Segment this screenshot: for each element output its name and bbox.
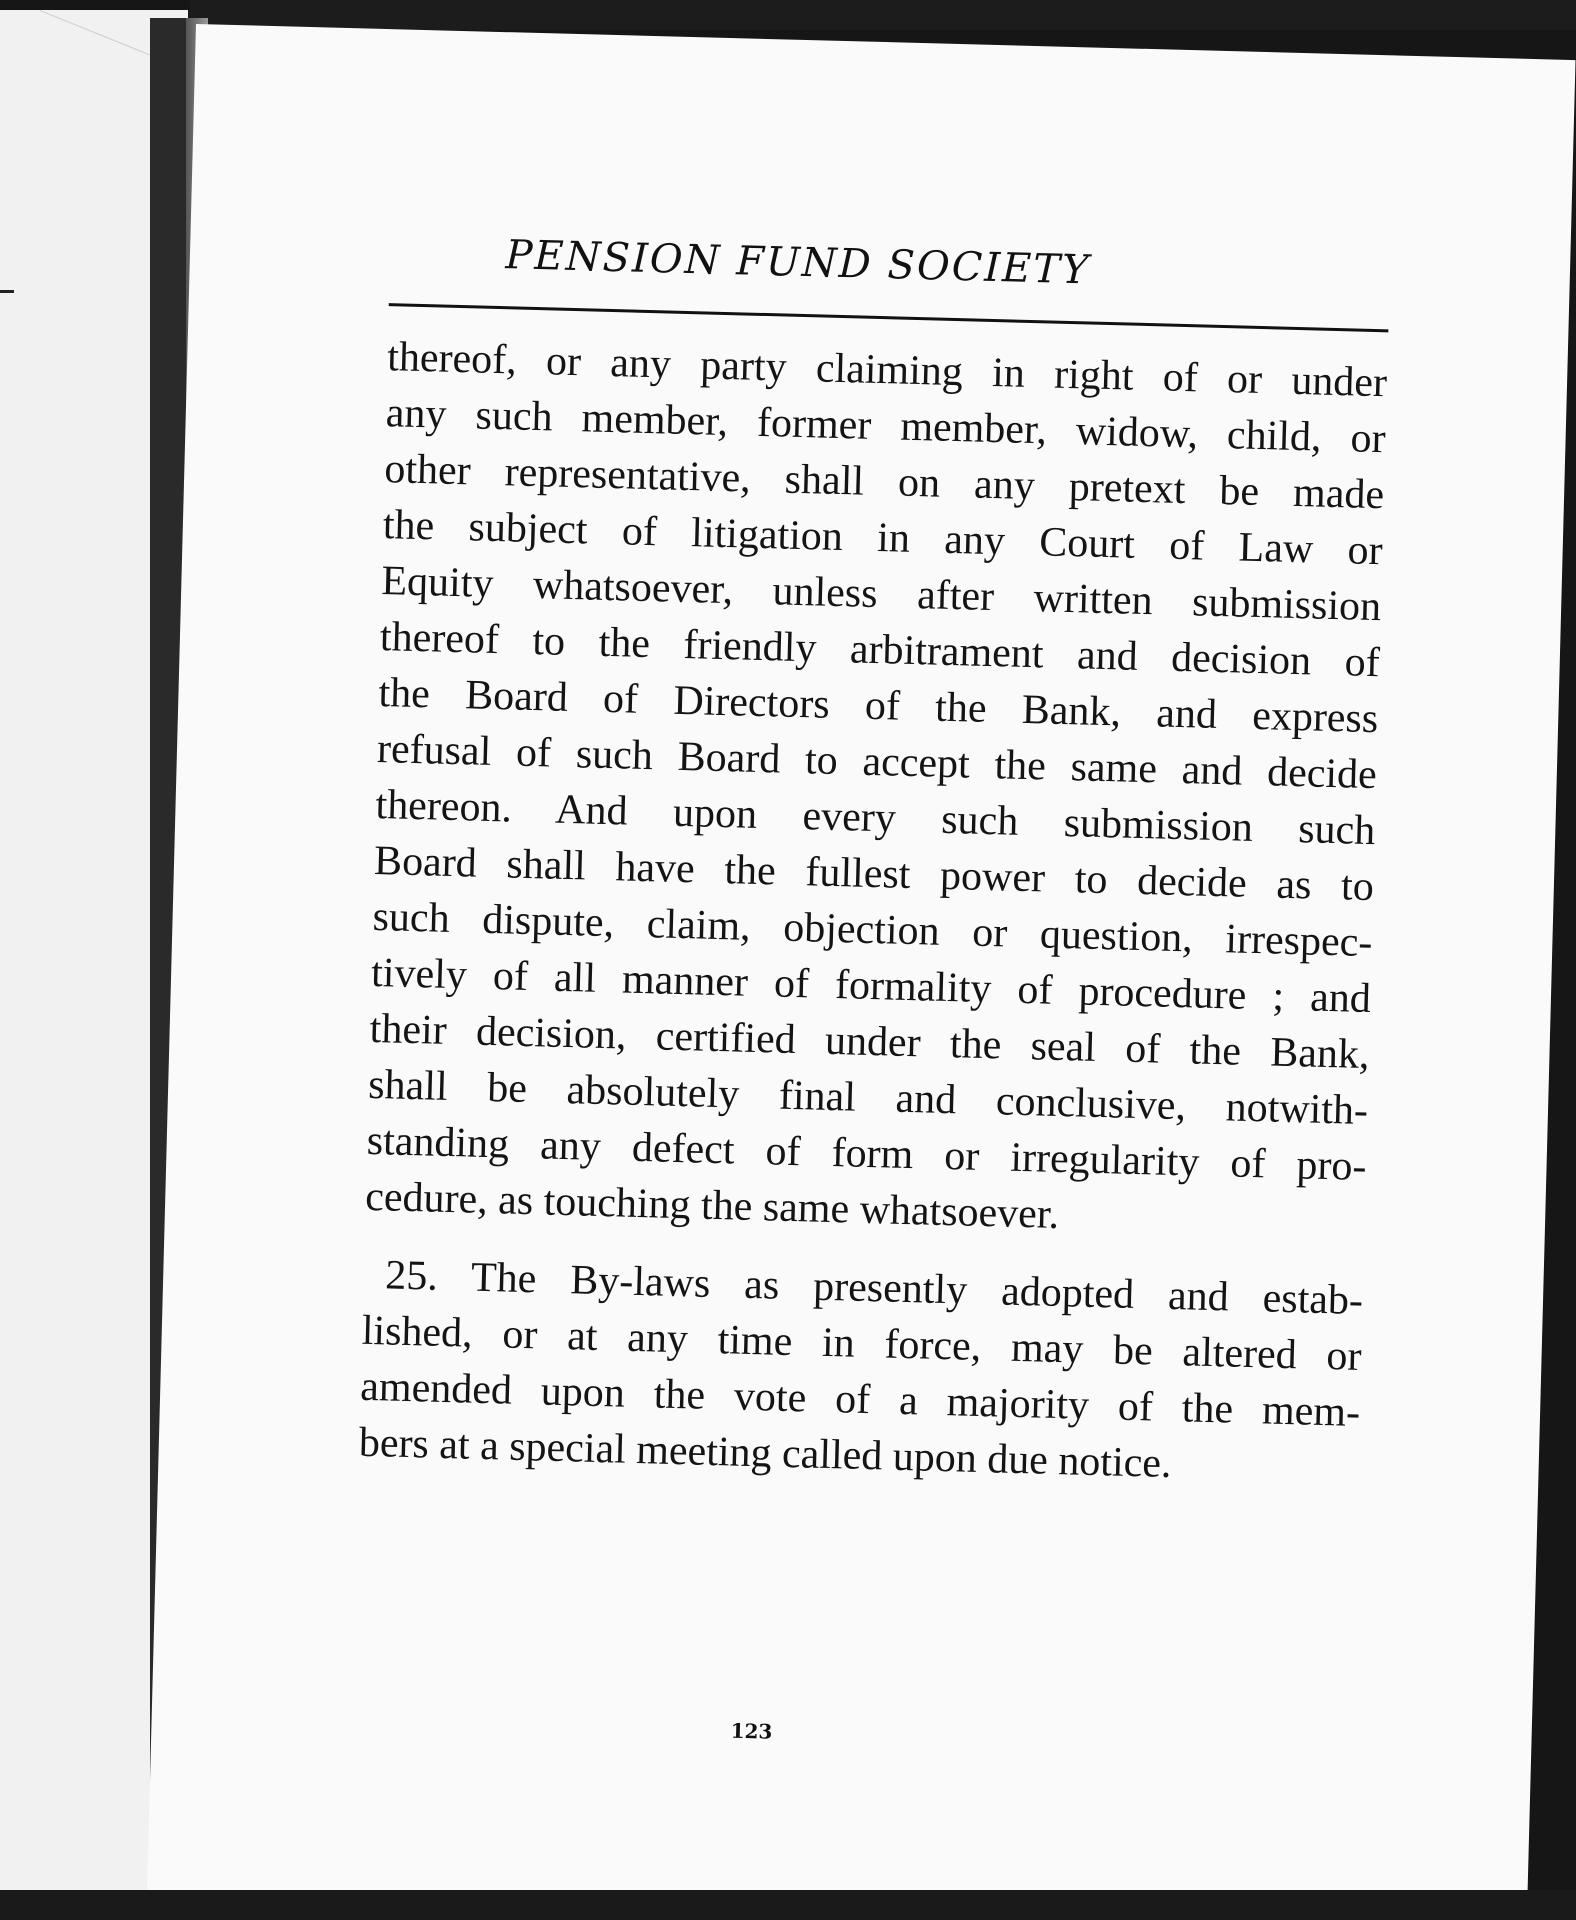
text-line: 25. The By-laws as presently adopted and estab- — [384, 1252, 1364, 1324]
text-line: the subject of litigation in any Court of Law or — [382, 502, 1384, 575]
scan-bottom-edge — [0, 1890, 1576, 1920]
text-line: Board shall have the fullest power to decide as to — [373, 837, 1375, 911]
scan-top-edge — [190, 0, 1576, 30]
text-line: their decision, certified under the seal of the Bank, — [369, 1005, 1371, 1079]
text-line: Equity whatsoever, unless after written submission — [380, 558, 1382, 631]
page-body — [358, 329, 1388, 1497]
running-head: PENSION FUND SOCIETY — [504, 232, 1091, 294]
paragraph-continued — [365, 329, 1388, 1251]
text-line: refusal of such Board to accept the same and decide — [376, 725, 1378, 799]
text-line: shall be absolutely final and conclusive, notwith- — [367, 1061, 1369, 1135]
text-line: other representative, shall on any pretext be made — [383, 446, 1385, 519]
paragraph-section-25 — [358, 1247, 1364, 1497]
text-line: lished, or at any time in force, may be altered or — [361, 1307, 1363, 1380]
text-line: thereon. And upon every such submission such — [375, 781, 1376, 855]
page-number: 123 — [730, 1718, 773, 1744]
text-line: standing any defect of form or irregularity of pro- — [366, 1117, 1368, 1191]
text-line: the Board of Directors of the Bank, and express — [377, 670, 1379, 743]
text-line: thereof to the friendly arbitrament and decision of — [379, 614, 1381, 687]
facing-page-mark — [0, 290, 14, 293]
text-line: thereof, or any party claiming in right of or under — [386, 334, 1388, 407]
text-line: bers at a special meeting called upon due notice. — [358, 1419, 1173, 1488]
text-line: cedure, as touching the same whatsoever. — [364, 1173, 1060, 1238]
header-rule — [389, 303, 1389, 332]
text-line: such dispute, claim, objection or question, irrespec- — [372, 893, 1373, 967]
book-page — [147, 24, 1575, 1920]
text-line: any such member, former member, widow, child, or — [385, 390, 1387, 463]
facing-page-crease — [10, 10, 152, 130]
text-line: amended upon the vote of a majority of the mem- — [359, 1363, 1361, 1436]
text-line: tively of all manner of formality of procedure ; and — [370, 949, 1372, 1023]
